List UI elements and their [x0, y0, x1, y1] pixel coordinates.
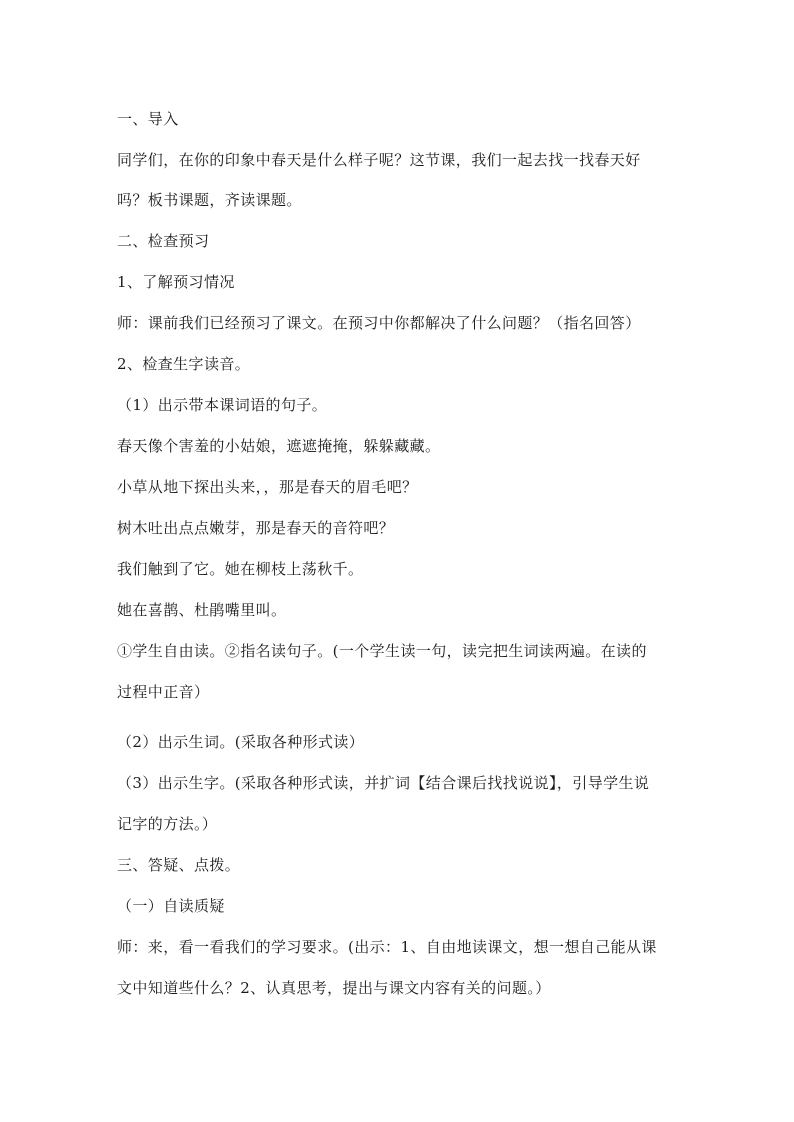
paragraph-line: ①学生自由读。②指名读句子。(一个学生读一句，读完把生词读两遍。在读的 [117, 642, 647, 660]
paragraph-line: （一）自读质疑 [117, 897, 225, 915]
paragraph-line: 过程中正音） [117, 683, 210, 701]
heading-preview: 二、检查预习 [117, 232, 210, 250]
paragraph-line: 师：来，看一看我们的学习要求。(出示：1、自由地读课文，想一想自己能从课 [117, 938, 657, 956]
paragraph-line: （1）出示带本课词语的句子。 [117, 396, 328, 414]
paragraph-line: 2、检查生字读音。 [117, 355, 251, 373]
paragraph-line: 我们触到了它。她在柳枝上荡秋千。 [117, 560, 364, 578]
paragraph-line: 吗？板书课题，齐读课题。 [117, 191, 302, 209]
paragraph-line: 她在喜鹊、杜鹃嘴里叫。 [117, 601, 287, 619]
paragraph-line: （3）出示生字。(采取各种形式读，并扩词【结合课后找找说说】，引导学生说 [117, 774, 650, 792]
paragraph-line: 师：课前我们已经预习了课文。在预习中你都解决了什么问题？（指名回答） [117, 314, 641, 332]
paragraph-line: （2）出示生词。(采取各种形式读） [117, 733, 365, 751]
paragraph-line: 文中知道些什么？2、认真思考，提出与课文内容有关的问题。） [117, 979, 551, 997]
heading-intro: 一、导入 [117, 110, 179, 128]
paragraph-line: 记字的方法。） [117, 815, 218, 833]
paragraph-line: 春天像个害羞的小姑娘，遮遮掩掩，躲躲藏藏。 [117, 437, 441, 455]
paragraph-line: 1、了解预习情况 [117, 273, 235, 291]
paragraph-line: 树木吐出点点嫩芽，那是春天的音符吧？ [117, 519, 395, 537]
paragraph-line: 小草从地下探出头来，，那是春天的眉毛吧？ [117, 478, 418, 496]
heading-answer: 三、答疑、点拨。 [117, 856, 241, 874]
paragraph-line: 同学们，在你的印象中春天是什么样子呢？这节课，我们一起去找一找春天好 [117, 151, 641, 169]
